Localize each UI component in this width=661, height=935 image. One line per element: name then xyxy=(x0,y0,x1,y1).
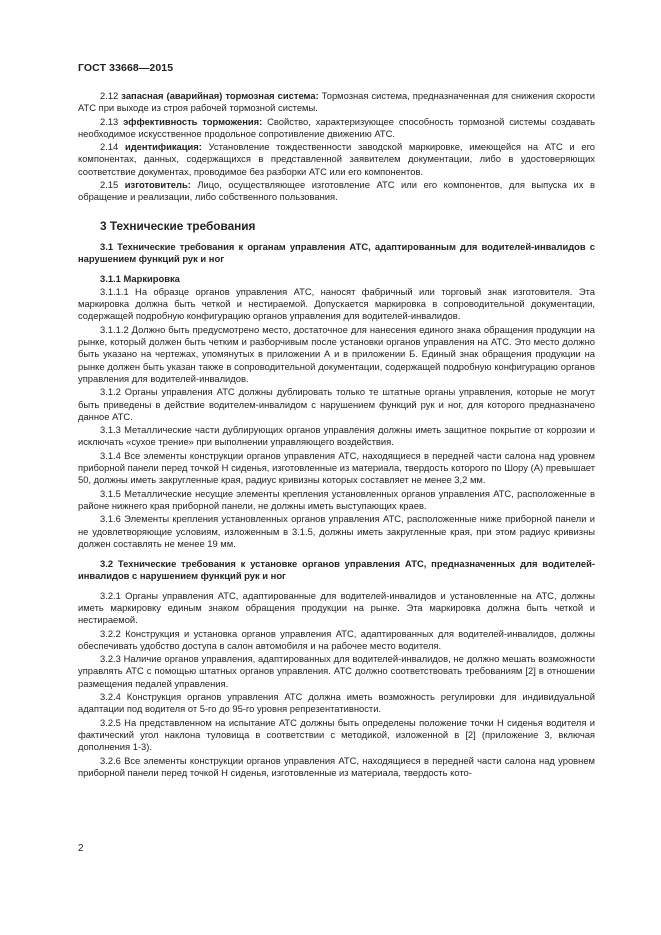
paragraph-3-1-1-1: 3.1.1.1 На образце органов управления АТС, наносят фабричный или торговый знак изготовителя. Эта маркировка должна быть четкой и нестираемой. Допускается маркировка в сопроводительной документации, содержащей подробную конфигурацию органов управления для водителей-инвалидов. xyxy=(78,285,595,322)
paragraph-3-1-4: 3.1.4 Все элементы конструкции органов управления АТС, находящиеся в передней части салона над уровнем приборной панели перед точкой Н сиденья, изготовленные из материала, твердость которого по Шору (А) превышает 50, должны иметь закругленные края, радиус кривизны которых составляет не менее 3,2 мм. xyxy=(78,449,595,486)
paragraph-3-1-3: 3.1.3 Металлические части дублирующих органов управления должны иметь защитное покрытие от коррозии и исключать «сухое трение» при выполнении управляющего воздействия. xyxy=(78,424,595,448)
paragraph-2-13 xyxy=(78,116,595,141)
term: запасная (аварийная) тормозная система: xyxy=(121,90,319,101)
clause-number: 2.12 xyxy=(100,90,119,101)
clause-number: 2.15 xyxy=(100,179,119,191)
term: эффективность торможения: xyxy=(123,115,263,127)
paragraph-2-15 xyxy=(78,179,595,204)
clause-number: 2.13 xyxy=(100,115,119,127)
subsection-3-1-1-title: 3.1.1 Маркировка xyxy=(100,272,180,284)
term: изготовитель: xyxy=(124,179,191,191)
paragraph-2-12 xyxy=(78,90,595,115)
paragraph-3-2-4: 3.2.4 Конструкция органов управления АТС должна иметь возможность регулировки для индивидуальной адаптации под водителя от 5-го до 95-го уровня репрезентативности. xyxy=(78,691,595,715)
paragraph-3-1-1-2: 3.1.1.2 Должно быть предусмотрено место, достаточное для нанесения единого знака обращения продукции на рынке, который должен быть четким и разборчивым после установки органов управления на АТС. Это место должно быть указано на чертежах, упомянутых в приложении А и в приложении Б. Единый знак обращения продукции на рынке должен быть указан также в сопроводительной документации, содержащей подробную конфигурацию органов управления для водителей-инвалидов. xyxy=(78,323,595,384)
paragraph-3-2-6: 3.2.6 Все элементы конструкции органов управления АТС, находящиеся в передней части салона над уровнем приборной панели перед точкой Н сиденья, изготовленные из материала, твердость кото- xyxy=(78,754,595,778)
paragraph-3-1-6: 3.1.6 Элементы крепления установленных органов управления АТС, расположенные ниже приборной панели и не удовлетворяющие условиям, изложенным в 3.1.5, должны иметь закругленные края, при этом радиус кривизны должен составлять не менее 19 мм. xyxy=(78,513,595,549)
paragraph-3-1-2: 3.1.2 Органы управления АТС должны дублировать только те штатные органы управления, которые не могут быть приведены в действие водителем-инвалидом с нарушением функций рук и ног, для которого предназначено данное АТС. xyxy=(78,386,595,422)
page-number: 2 xyxy=(78,843,84,854)
subsection-3-1-title: 3.1 Технические требования к органам управления АТС, адаптированным для водителей-инвалидов с нарушением функций рук и ног xyxy=(78,240,595,265)
paragraph-3-2-1: 3.2.1 Органы управления АТС, адаптированные для водителей-инвалидов и установленные на АТС, должны иметь маркировку единым знаком обращения продукции на рынке. Эта маркировка должна быть четкой и нестираемой. xyxy=(78,589,595,626)
definition: Лицо, осуществляющее изготовление АТС или его компонентов, для выпуска их в обращение и реализации, либо собственного пользования. xyxy=(78,179,595,203)
clause-number: 2.14 xyxy=(100,141,119,153)
page-content xyxy=(78,90,595,780)
term: идентификация: xyxy=(124,141,202,153)
paragraph-2-14 xyxy=(78,141,595,178)
paragraph-3-2-2: 3.2.2 Конструкция и установка органов управления АТС, адаптированных для водителей-инвалидов, должны обеспечивать удобство доступа в салон автомобиля и на рабочее место водителя. xyxy=(78,627,595,651)
paragraph-3-1-5: 3.1.5 Металлические несущие элементы крепления установленных органов управления АТС, расположенные в районе нижнего края приборной панели, не должны иметь выступающих краев. xyxy=(78,487,595,511)
paragraph-3-2-5: 3.2.5 На представленном на испытание АТС должны быть определены положение точки Н сиденья водителя и фактический угол наклона туловища в соответствии с методикой, изложенной в [2] (приложение 3, включая дополнения 1-3). xyxy=(78,716,595,753)
definition: Свойство, характеризующее способность тормозной системы создавать необходимое искусственное продольное сопротивление движению АТС. xyxy=(78,115,596,139)
definition: Установление тождественности заводской маркировке, имеющейся на АТС и его компонентах, данных, содержащихся в представленной заявителем документации, либо в удостоверяющих соответствие документах, проводимое без разборки АТС или его компонентов. xyxy=(78,141,596,177)
paragraph-3-2-3: 3.2.3 Наличие органов управления, адаптированных для водителей-инвалидов, не должно мешать возможности управлять АТС с помощью штатных органов управления. АТС должно соответствовать требованиям [2] в отношении размещения педалей управления. xyxy=(78,653,595,689)
section-3-title: 3 Технические требования xyxy=(100,218,256,233)
definition: Тормозная система, предназначенная для снижения скорости АТС при выходе из строя рабочей тормозной системы. xyxy=(78,90,596,114)
subsection-3-2-title: 3.2 Технические требования к установке органов управления АТС, предназначенных для водителей-инвалидов с нарушением функций рук и ног xyxy=(78,558,595,582)
document-header: ГОСТ 33668—2015 xyxy=(78,62,174,74)
